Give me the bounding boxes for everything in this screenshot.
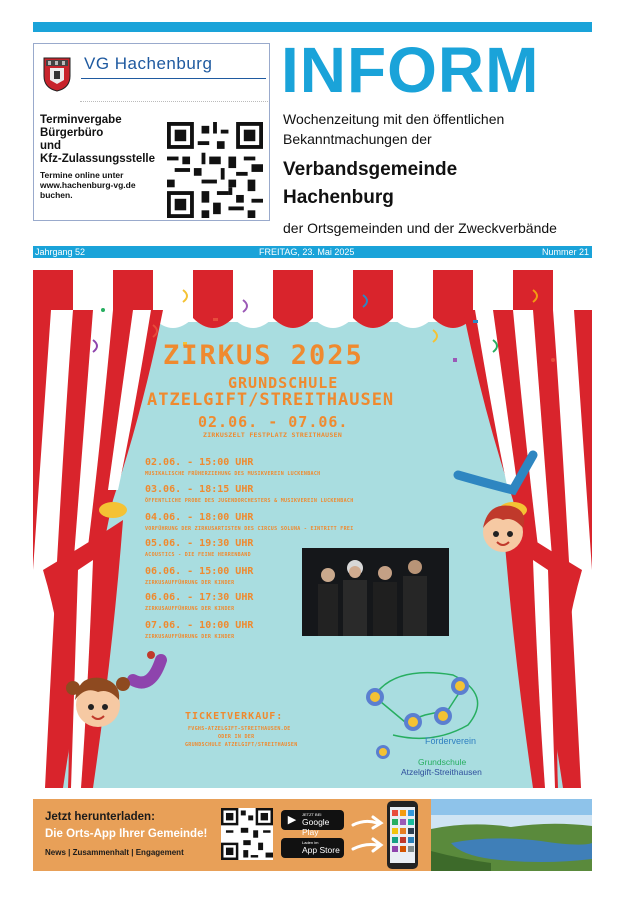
event-time: 04.06. - 18:00 UHR [145,512,254,523]
poster-venue: ZIRKUSZELT FESTPLATZ STREITHAUSEN [203,431,343,439]
event-desc: MUSIKALISCHE FRÜHERZIEHUNG DES MUSIKVEREIN LUCKENBACH [145,471,321,477]
vg-name: Hachenburg [283,187,394,208]
poster-school: GRUNDSCHULE [228,374,339,392]
banner-subtitle: Die Orts-App Ihrer Gemeinde! [45,828,208,840]
qr-code-icon[interactable] [221,808,273,860]
phone-icon [387,801,418,869]
divider [80,101,268,104]
store-label: App Store [302,845,340,855]
ticket-title: TICKETVERKAUF: [185,711,284,722]
event-desc: ZIRKUSAUFFÜHRUNG DER KINDER [145,580,235,586]
event-time: 06.06. - 17:30 UHR [145,592,254,603]
qr-code-icon[interactable] [167,122,263,218]
vg-title: VG Hachenburg [84,54,213,73]
termin-text [40,114,165,166]
divider [81,78,266,79]
termin-line: und [40,140,62,152]
google-play-button[interactable] [281,810,344,837]
vg-info-box [33,43,270,221]
store-label: Google Play [302,817,330,837]
event-desc: ACOUSTICS - DIE FEINE HERRENBAND [145,552,251,558]
circus-poster [33,270,592,788]
termin-line: Bürgerbüro [40,127,104,139]
issue-number: Nummer 21 [541,247,589,257]
event-time: 07.06. - 10:00 UHR [145,620,254,631]
store-small-label: JETZT BEI [302,812,322,817]
event-desc: ÖFFENTLICHE PROBE DES JUGENDORCHESTERS & MUSIKVEREIN LUCKENBACH [145,498,354,504]
event-desc: ZIRKUSAUFFÜHRUNG DER KINDER [145,634,235,640]
vg-name: Verbandsgemeinde [283,159,458,180]
poster-dates: 02.06. - 07.06. [198,413,349,431]
ticket-line[interactable]: FVGHS-ATZELGIFT-STREITHAUSEN.DE [188,726,291,732]
termin-line: Kfz-Zulassungsstelle [40,153,156,165]
event-time: 02.06. - 15:00 UHR [145,457,254,468]
issue-date: FREITAG, 23. Mai 2025 [259,247,355,257]
event-time: 05.06. - 19:30 UHR [145,538,254,549]
banner-tagline: News | Zusammenhalt | Engagement [45,848,184,857]
crest-icon [42,56,72,92]
banner-title: Jetzt herunterladen: [45,811,155,823]
poster-school: ATZELGIFT/STREITHAUSEN [147,390,395,410]
event-desc: ZIRKUSAUFFÜHRUNG DER KINDER [145,606,235,612]
app-banner[interactable] [33,799,592,871]
google-play-icon: ▶ [287,814,297,826]
termin-line: Terminvergabe [40,114,122,126]
logo-grundschule: Grundschule [418,757,467,767]
arrow-icon [351,813,385,857]
event-time: 06.06. - 15:00 UHR [145,566,254,577]
subtitle: Wochenzeitung mit den öffentlichen [283,111,505,127]
jahrgang: Jahrgang 52 [35,247,86,257]
online-link[interactable]: www.hachenburg-vg.de [40,180,136,190]
apple-icon [286,842,298,854]
issue-info-bar [33,246,592,258]
ticket-line: ODER IN DER [218,734,255,740]
subtitle: der Ortsgemeinden und der Zweckverbände [283,220,557,236]
subtitle: Bekanntmachungen der [283,131,432,147]
event-time: 03.06. - 18:15 UHR [145,484,254,495]
store-small-label: Laden im [302,840,319,845]
online-line: Termine online unter [40,170,124,180]
online-text [40,170,165,200]
logo-place: Atzelgift-Streithausen [401,767,482,777]
ticket-line: GRUNDSCHULE ATZELGIFT/STREITHAUSEN [185,742,298,748]
masthead-title: INFORM [281,34,540,106]
top-rule [33,22,592,32]
poster-title: ZIRKUS 2025 [163,340,364,371]
landscape-image [431,799,592,871]
online-line: buchen. [40,190,73,200]
logo-foerderverein: Förderverein [425,736,477,746]
event-desc: VORFÜHRUNG DER ZIRKUSARTISTEN DES CIRCUS SOLUNA - EINTRITT FREI [145,526,354,532]
app-store-button[interactable] [281,838,344,858]
